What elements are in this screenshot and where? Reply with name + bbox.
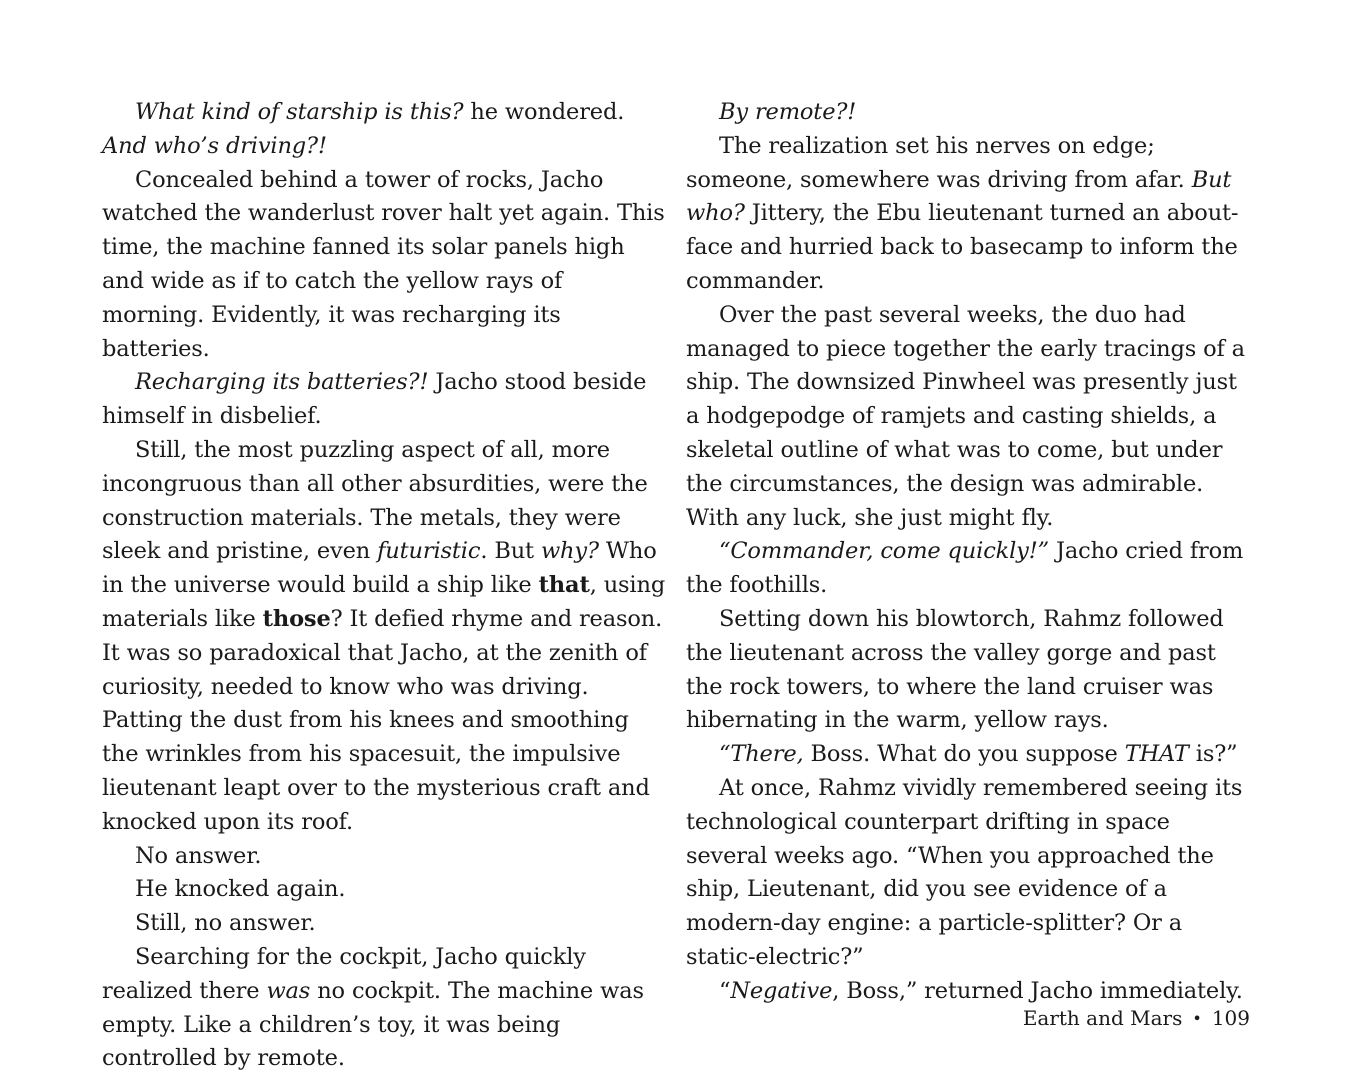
body-text: is?” bbox=[1188, 741, 1238, 768]
page-number: 109 bbox=[1211, 1006, 1250, 1030]
body-text: he wondered. bbox=[463, 99, 625, 125]
paragraph bbox=[102, 873, 667, 907]
paragraph bbox=[686, 130, 1254, 299]
italic-text: What kind of starship is this? bbox=[135, 99, 464, 125]
italic-text: “There, bbox=[719, 741, 804, 768]
paragraph bbox=[686, 772, 1254, 975]
paragraph bbox=[102, 96, 667, 164]
page-footer bbox=[1023, 1006, 1250, 1030]
body-text: Boss. What do you suppose bbox=[803, 741, 1125, 768]
body-text: He knocked again. bbox=[135, 876, 346, 903]
body-text: “ bbox=[719, 977, 731, 1004]
body-text: Jacho stood beside himself in disbelief. bbox=[102, 369, 647, 430]
paragraph bbox=[686, 299, 1254, 536]
body-text: Still, no answer. bbox=[135, 910, 316, 937]
body-text: Who in the universe would build a ship like bbox=[102, 538, 657, 599]
paragraph bbox=[102, 164, 667, 367]
body-text: Setting down his blowtorch, Rahmz followed the lieutenant across the valley gorge and past the rock towers, to where the land cruiser was hibernating in the warm, yellow rays. bbox=[686, 605, 1224, 734]
paragraph bbox=[102, 907, 667, 941]
italic-text: Recharging its batteries?! bbox=[135, 369, 429, 396]
paragraph bbox=[102, 941, 667, 1076]
body-text: , Boss,” returned Jacho immediately. bbox=[832, 977, 1243, 1004]
bold-text: that bbox=[538, 572, 590, 599]
book-title: Earth and Mars bbox=[1022, 1006, 1183, 1030]
italic-text: But who? bbox=[686, 166, 1232, 227]
italic-text: THAT bbox=[1124, 741, 1189, 768]
body-text: Searching for the cockpit, Jacho quickly realized there bbox=[102, 943, 586, 1004]
paragraph bbox=[686, 96, 1254, 130]
body-text: Still, the most puzzling aspect of all, more incongruous than all other absurdities, were the construction materials. The metals, they were sleek and pristine, even bbox=[102, 436, 648, 565]
italic-text: why? bbox=[540, 538, 599, 565]
paragraph bbox=[686, 738, 1254, 772]
body-text: ? It defied rhyme and reason. It was so paradoxical that Jacho, at the zenith of curiosity, needed to know who was driving. Patting the dust from his knees and smoothing the wrinkles from his spacesuit, the impulsive lieutenant leapt over to the mysterious craft and knocked upon its roof. bbox=[102, 605, 663, 835]
body-text: . But bbox=[480, 538, 541, 565]
body-text: The realization set his nerves on edge; someone, somewhere was driving from afar. bbox=[686, 132, 1192, 193]
body-text: Concealed behind a tower of rocks, Jacho watched the wanderlust rover halt yet again. This time, the machine fanned its solar panels high and wide as if to catch the yellow rays of morning. Evidently, it was recharging its batteries. bbox=[102, 166, 665, 362]
right-column bbox=[686, 96, 1254, 1009]
italic-text: futuristic bbox=[377, 538, 481, 565]
body-text: No answer. bbox=[135, 842, 262, 869]
left-column bbox=[102, 96, 667, 1076]
body-text: no cockpit. The machine was empty. Like a children’s toy, it was being controlled by remote. bbox=[102, 977, 644, 1072]
paragraph bbox=[686, 975, 1254, 1009]
body-text: Over the past several weeks, the duo had managed to piece together the early tracings of a ship. The downsized Pinwheel was presently just a hodgepodge of ramjets and casting shields, a skeletal outline of what was to come, but under the circumstances, the design was admirable. With any luck, she just might fly. bbox=[686, 301, 1245, 531]
italic-text: And who’s driving?! bbox=[102, 132, 327, 159]
italic-text: By remote?! bbox=[719, 99, 857, 125]
paragraph bbox=[102, 366, 667, 434]
body-text: Jittery, the Ebu lieutenant turned an about-face and hurried back to basecamp to inform the commander. bbox=[686, 200, 1239, 294]
paragraph bbox=[686, 603, 1254, 738]
italic-text: was bbox=[266, 977, 311, 1004]
italic-text: “Commander, come quickly!” bbox=[719, 538, 1049, 565]
separator-bullet: • bbox=[1192, 1008, 1202, 1028]
bold-text: those bbox=[262, 605, 331, 632]
body-text: Jacho cried from the foothills. bbox=[686, 538, 1244, 599]
paragraph bbox=[686, 535, 1254, 603]
body-text: At once, Rahmz vividly remembered seeing its technological counterpart drifting in space several weeks ago. “When you approached the ship, Lieutenant, did you see evidence of a modern-day engine: a particle-splitter? Or a static-electric?” bbox=[686, 774, 1243, 970]
body-text: , using materials like bbox=[102, 572, 666, 632]
italic-text: Negative bbox=[730, 977, 833, 1004]
paragraph bbox=[102, 840, 667, 874]
paragraph bbox=[102, 434, 667, 840]
